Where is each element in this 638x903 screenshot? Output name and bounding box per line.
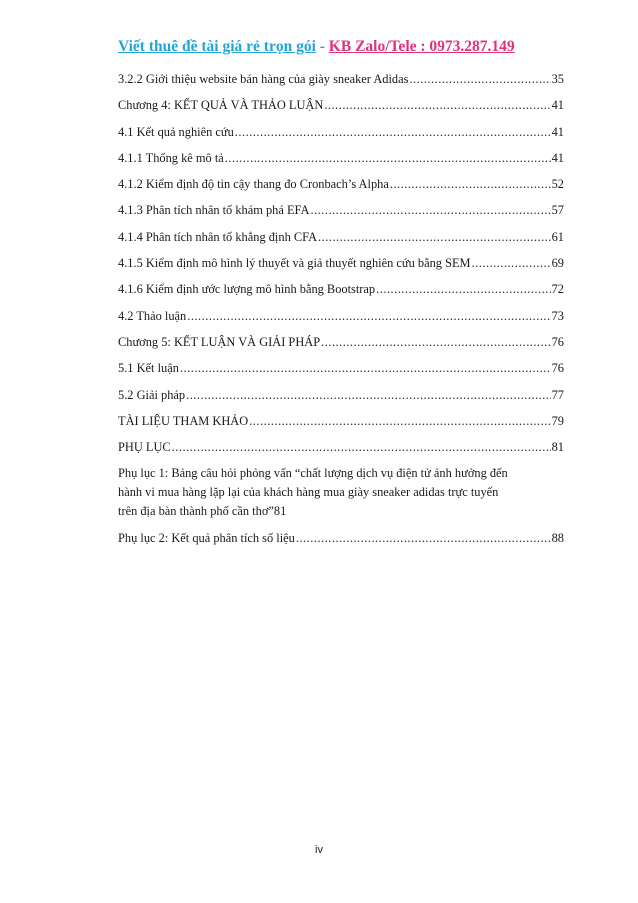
toc-entry-title: 4.1.5 Kiểm định mô hình lý thuyết và giả thuyết nghiên cứu bằng SEM [118,256,471,271]
toc-entry-page: 52 [551,177,564,192]
toc-leader [225,145,551,171]
toc-leader [186,382,551,408]
toc-entry [118,145,564,171]
toc-entry-title-line: trên địa bàn thành phố cần thơ” [118,504,274,519]
toc-entry [118,303,564,329]
toc-entry-page: 88 [551,531,564,546]
page-number: iv [315,844,323,856]
toc-entry [118,434,564,460]
toc-entry-title-line: Phụ lục 1: Bảng câu hỏi phỏng vấn “chất lượng dịch vụ điện tử ảnh hưởng đến [118,466,508,481]
toc-entry-page: 72 [551,282,564,297]
toc-leader [324,92,550,118]
toc-entry [118,329,564,355]
toc-leader [472,250,551,276]
toc-entry-title: 4.1 Kết quả nghiên cứu [118,124,234,139]
toc-entry-title: PHỤ LỤC [118,440,171,455]
toc-entry-title: 3.2.2 Giới thiệu website bán hàng của giày sneaker Adidas [118,72,409,86]
toc-leader [376,276,550,302]
toc-entry [118,119,564,145]
toc-entry-page: 73 [551,308,564,323]
toc-leader [172,434,551,460]
toc-entry-page: 76 [551,334,564,349]
page-header [118,38,568,56]
toc-entry-page: 81 [273,504,287,519]
toc-entry-page: 35 [551,72,564,86]
toc-entry-page: 61 [551,229,564,244]
toc-entry-page: 57 [551,203,564,218]
toc-entry-page: 41 [551,98,564,113]
toc-entry [118,276,564,302]
header-contact-text: KB Zalo/Tele : 0973.287.149 [328,38,515,55]
toc-entry-title-line: hành vi mua hàng lặp lại của khách hàng mua giày sneaker adidas trực tuyến [118,485,499,500]
toc-entry-title: 4.1.2 Kiểm định độ tin cậy thang đo Cronbach’s Alpha [118,177,389,192]
toc-entry-title: Chương 4: KẾT QUẢ VÀ THẢO LUẬN [118,98,324,113]
toc-entry-page: 81 [551,440,564,455]
toc-entry-page: 41 [551,150,564,165]
toc-entry-title: 4.1.6 Kiểm định ước lượng mô hình bằng Bootstrap [118,282,376,297]
toc-entry-last-line [118,502,564,521]
toc-entry-page: 79 [551,413,564,428]
toc-entry [118,355,564,381]
toc-entry [118,250,564,276]
toc-entry [118,92,564,118]
toc-entry-title: 5.2 Giải pháp [118,387,186,402]
toc-leader [235,119,551,145]
toc-entry-title: Chương 5: KẾT LUẬN VÀ GIẢI PHÁP [118,334,321,349]
toc-entry-title: TÀI LIỆU THAM KHẢO [118,413,249,428]
toc-entry [118,171,564,197]
header-separator: - [315,38,329,55]
toc-leader [321,329,550,355]
toc-entry-title: Phụ lục 2: Kết quả phân tích số liệu [118,531,295,546]
toc-leader [409,66,550,92]
header-service-text: Viết thuê đề tài giá rẻ trọn gói [118,38,316,55]
toc-leader [249,408,550,434]
toc-entry-title: 4.1.3 Phân tích nhân tố khám phá EFA [118,203,310,218]
toc-leader [180,355,551,381]
toc-entry-appendix-2 [118,525,564,551]
toc-leader [187,303,550,329]
toc-entry-page: 76 [551,361,564,376]
toc-entry-title: 5.1 Kết luận [118,361,179,376]
toc-entry [118,408,564,434]
toc-entry [118,66,564,92]
toc-entry [118,382,564,408]
toc-leader [310,197,550,223]
toc-entry-title: 4.1.4 Phân tích nhân tố khẳng định CFA [118,229,318,244]
toc-entry [118,224,564,250]
toc-entry-appendix-1 [118,464,564,521]
table-of-contents [118,66,564,552]
toc-entry-page: 69 [551,256,564,271]
toc-leader [296,525,551,551]
toc-leader [318,224,551,250]
toc-entry [118,197,564,223]
toc-leader [390,171,551,197]
toc-entry-page: 41 [551,124,564,139]
toc-entry-title: 4.2 Thảo luận [118,308,187,323]
toc-entry-page: 77 [551,387,564,402]
toc-entry-title: 4.1.1 Thống kê mô tả [118,150,224,165]
